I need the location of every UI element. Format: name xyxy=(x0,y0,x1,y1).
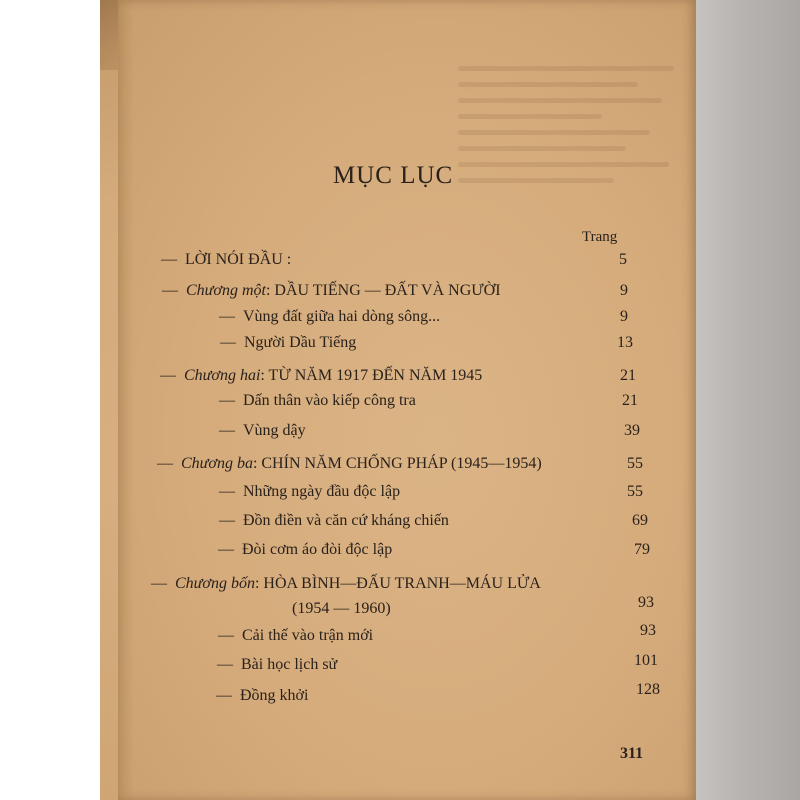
toc-chapter-entry xyxy=(157,455,542,473)
entry-title: Đòi cơm áo đòi độc lập xyxy=(242,541,393,558)
entry-page: 21 xyxy=(622,392,638,409)
entry-title: : DẦU TIẾNG — ĐẤT VÀ NGƯỜI xyxy=(265,282,501,299)
toc-entry xyxy=(219,512,449,530)
entry-page: 79 xyxy=(634,541,650,558)
entry-page: 21 xyxy=(620,367,636,384)
entry-title: Vùng dậy xyxy=(243,422,306,439)
entry-page: 55 xyxy=(627,483,643,500)
entry-dash: — xyxy=(157,455,173,472)
entry-title: Vùng đất giữa hai dòng sông... xyxy=(243,308,441,325)
entry-title: Đồn điền và căn cứ kháng chiến xyxy=(243,512,449,529)
toc-entry xyxy=(218,541,392,559)
entry-title: LỜI NÓI ĐẦU : xyxy=(185,251,292,268)
background-right xyxy=(690,0,800,800)
entry-page: 9 xyxy=(620,282,628,299)
page-gutter-shadow xyxy=(118,0,134,800)
entry-page: 5 xyxy=(619,251,627,268)
entry-title: Đồng khởi xyxy=(240,687,309,704)
entry-dash: — xyxy=(219,512,235,529)
entry-page: 9 xyxy=(620,308,628,325)
toc-entry xyxy=(161,251,291,269)
entry-dash: — xyxy=(218,627,234,644)
entry-dash: — xyxy=(162,282,178,299)
entry-page: 69 xyxy=(632,512,648,529)
toc-chapter-entry xyxy=(151,575,541,593)
entry-dash: — xyxy=(219,422,235,439)
entry-page: 128 xyxy=(636,681,660,698)
entry-page: 13 xyxy=(617,334,633,351)
entry-dash: — xyxy=(160,367,176,384)
entry-title: Bài học lịch sử xyxy=(241,656,338,673)
chapter-prefix: Chương ba xyxy=(181,455,253,472)
bleed-through-text xyxy=(458,55,698,215)
entry-dash: — xyxy=(219,308,235,325)
entry-title: Những ngày đầu độc lập xyxy=(243,483,401,500)
chapter-prefix: Chương hai xyxy=(184,367,261,384)
entry-page: 39 xyxy=(624,422,640,439)
chapter-prefix: Chương bốn xyxy=(175,575,255,592)
entry-dash: — xyxy=(151,575,167,592)
entry-title: Cải thế vào trận mới xyxy=(242,627,374,644)
toc-entry-continuation xyxy=(292,600,391,618)
toc-entry xyxy=(219,422,306,440)
chapter-prefix: Chương một xyxy=(186,282,266,299)
page-number: 311 xyxy=(620,745,644,762)
entry-dash: — xyxy=(219,392,235,409)
toc-entry xyxy=(220,334,356,352)
background-left xyxy=(0,0,100,800)
toc-chapter-entry xyxy=(160,367,482,385)
entry-page: 101 xyxy=(634,652,658,669)
entry-page: 93 xyxy=(640,622,656,639)
page-column-label: Trang xyxy=(582,229,618,245)
entry-title: Người Dầu Tiếng xyxy=(244,334,357,351)
entry-dash: — xyxy=(219,483,235,500)
entry-title: (1954 — 1960) xyxy=(292,600,391,617)
toc-entry xyxy=(216,687,308,705)
toc-chapter-entry xyxy=(162,282,501,300)
entry-page: 93 xyxy=(638,594,654,611)
entry-dash: — xyxy=(218,541,234,558)
entry-dash: — xyxy=(216,687,232,704)
toc-entry xyxy=(219,308,440,326)
entry-title: : CHÍN NĂM CHỐNG PHÁP (1945—1954) xyxy=(252,455,542,472)
toc-entry xyxy=(217,656,337,674)
entry-dash: — xyxy=(220,334,236,351)
entry-title: Dấn thân vào kiếp công tra xyxy=(243,392,416,409)
entry-title: : TỪ NĂM 1917 ĐẾN NĂM 1945 xyxy=(260,367,483,384)
toc-entry xyxy=(218,627,373,645)
entry-page: 55 xyxy=(627,455,643,472)
entry-dash: — xyxy=(217,656,233,673)
entry-title: : HÒA BÌNH—ĐẤU TRANH—MÁU LỬA xyxy=(254,575,541,592)
page-title: MỤC LỤC xyxy=(333,162,454,189)
toc-entry xyxy=(219,392,416,410)
toc-entry xyxy=(219,483,400,501)
entry-dash: — xyxy=(161,251,177,268)
